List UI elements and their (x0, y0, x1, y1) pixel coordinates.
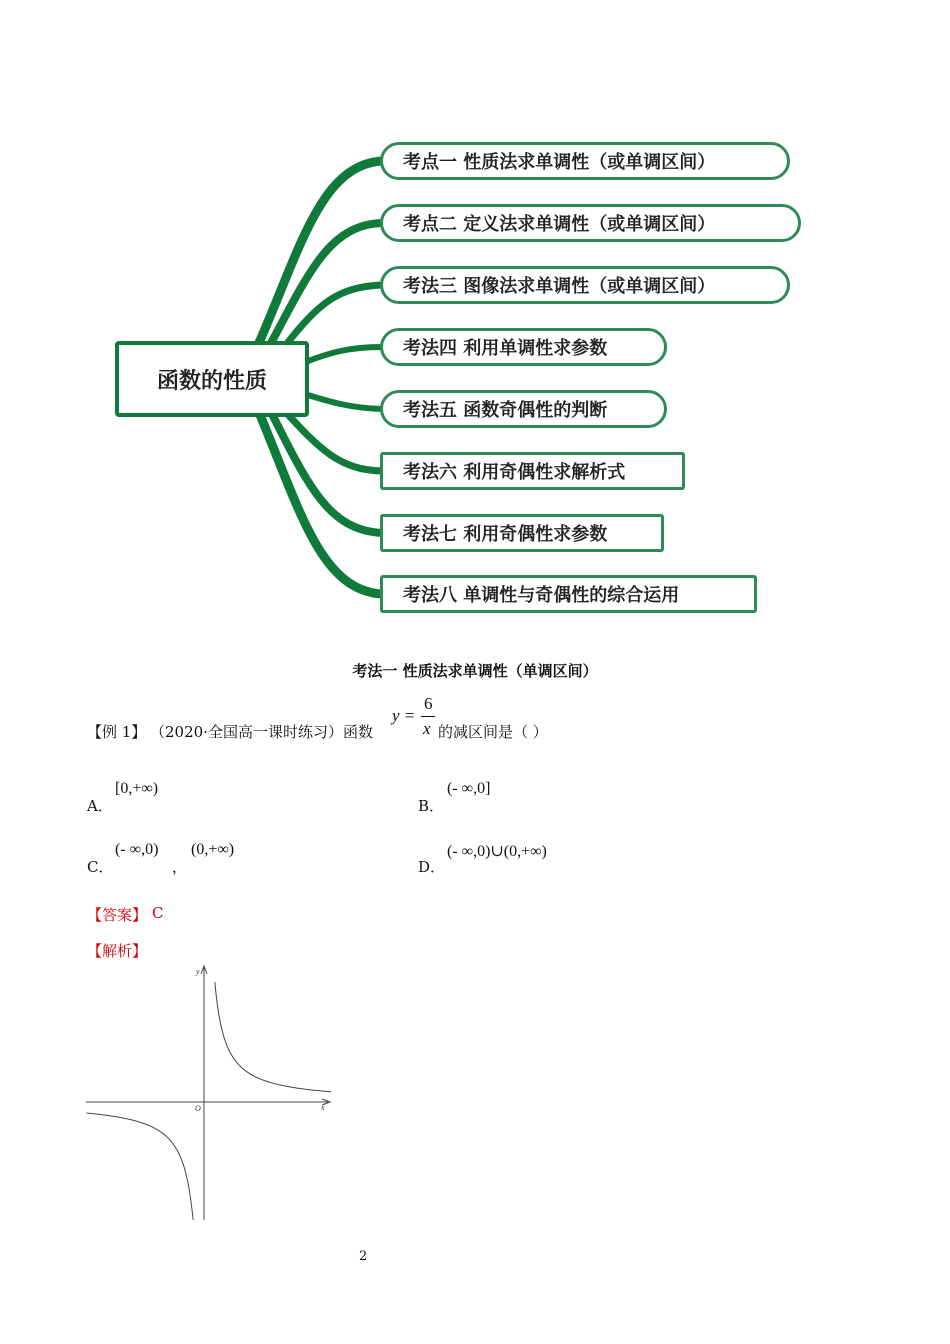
option-c-value-2: (0,+∞) (191, 841, 235, 858)
mindmap-branch-8: 考法八 单调性与奇偶性的综合运用 (380, 575, 757, 613)
option-c-separator: ， (172, 858, 188, 876)
option-b-value: (- ∞,0] (447, 780, 491, 797)
page-number: 2 (359, 1249, 368, 1264)
mindmap-branch-7: 考法七 利用奇偶性求参数 (380, 514, 664, 552)
formula-y: y = (392, 706, 416, 725)
option-a-label: A． (87, 797, 113, 815)
connector-5 (298, 392, 382, 409)
y-axis-label: y (196, 967, 200, 976)
mindmap-branch-2: 考点二 定义法求单调性（或单调区间） (380, 204, 801, 242)
formula-denominator: x (423, 719, 431, 738)
section-title: 考法一 性质法求单调性（单调区间） (352, 662, 598, 680)
question-tail: 的减区间是（ ） (438, 723, 548, 741)
connector-4 (298, 347, 382, 365)
answer-value: C (152, 904, 164, 922)
option-c-value-1: (- ∞,0) (115, 841, 159, 858)
option-a-value: [0,+∞) (115, 780, 159, 797)
x-axis-label: x (321, 1103, 325, 1112)
option-b-label: B． (418, 797, 445, 815)
option-d-value: (- ∞,0)∪(0,+∞) (447, 843, 547, 860)
option-c-label: C． (87, 858, 114, 876)
answer-label: 【答案】 (87, 906, 148, 924)
fraction-bar (421, 716, 435, 717)
mindmap-branch-4: 考法四 利用单调性求参数 (380, 328, 667, 366)
curve-negative-branch (86, 1113, 193, 1220)
formula-numerator: 6 (424, 694, 433, 713)
mindmap-branch-5: 考法五 函数奇偶性的判断 (380, 390, 667, 428)
mindmap-branch-6: 考法六 利用奇偶性求解析式 (380, 452, 685, 490)
example-label: 【例 1】 (87, 723, 147, 741)
mindmap-branch-1: 考点一 性质法求单调性（或单调区间） (380, 142, 790, 180)
option-d-label: D． (418, 858, 446, 876)
example-source: （2020·全国高一课时练习）函数 (150, 723, 373, 741)
origin-label: O (195, 1104, 201, 1113)
analysis-label: 【解析】 (87, 942, 148, 960)
mindmap-branch-3: 考法三 图像法求单调性（或单调区间） (380, 266, 790, 304)
hyperbola-graph (80, 962, 350, 1224)
curve-positive-branch (215, 982, 331, 1092)
mindmap-root: 函数的性质 (115, 341, 309, 417)
